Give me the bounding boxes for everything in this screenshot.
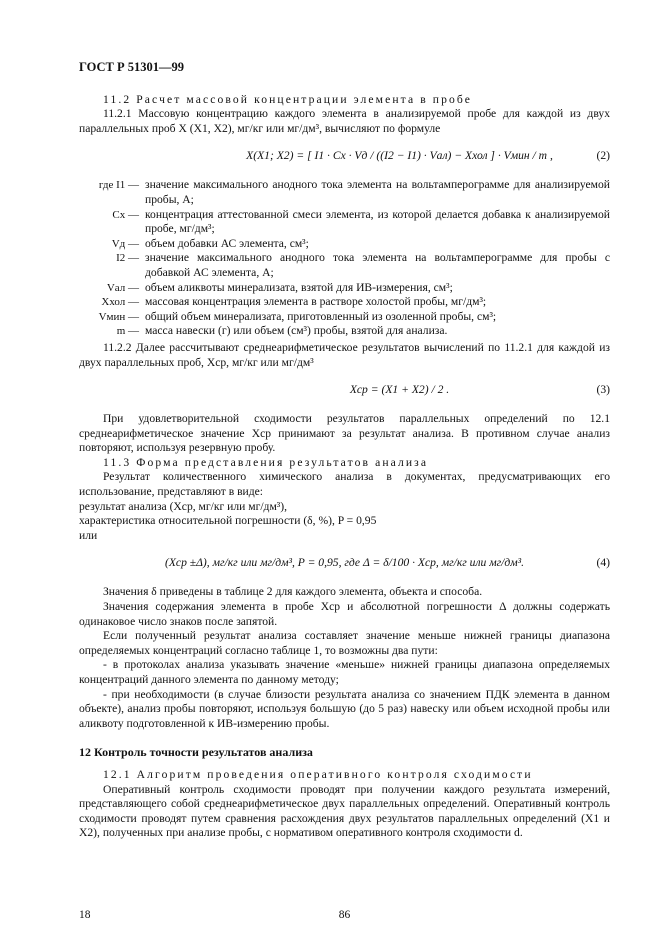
section-page-number: 18 xyxy=(79,909,91,921)
definition-text: значение максимального анодного тока элемента на вольтамперограмме для анализируемой пробы, А; xyxy=(145,178,610,206)
formula-4-text: (Xср ±Δ), мг/кг или мг/дм³, P = 0,95, где Δ = δ/100 · Xср, мг/кг или мг/дм³. xyxy=(164,556,525,570)
document-header: ГОСТ Р 51301—99 xyxy=(79,60,185,74)
bullet-item: - в протоколах анализа указывать значение «меньше» нижней границы диапазона определяемых концентраций данного элемента по данному методу; xyxy=(79,658,610,686)
definition-text: общий объем минерализата, приготовленный из озоленной пробы, см³; xyxy=(145,309,497,323)
paragraph-delta-values: Значения δ приведены в таблице 2 для каждого элемента, объекта и способа. xyxy=(103,585,483,599)
formula-4 xyxy=(79,546,610,582)
section-11-2-title: 11.2 Расчет массовой концентрации элемента в пробе xyxy=(103,92,472,106)
definition-item xyxy=(79,251,610,280)
formula-2-number: (2) xyxy=(596,149,610,163)
section-11-3-title: 11.3 Форма представления результатов анализа xyxy=(103,455,429,469)
definition-text: концентрация аттестованной смеси элемента, из которой делается добавка к анализируемой пробе, мг/дм³; xyxy=(145,207,610,236)
definitions-list xyxy=(79,178,610,339)
definition-symbol: m — xyxy=(116,325,139,338)
definition-item xyxy=(79,178,610,207)
definition-item xyxy=(79,310,610,325)
paragraph-convergence: При удовлетворительной сходимости результатов параллельных определений по 12.1 среднеарифметическое значение Xср принимают за результат анализа. В противном случае анализ повторяют, используя резервную пробу. xyxy=(79,412,610,455)
definition-item xyxy=(79,295,610,310)
section-12-1-title: 12.1 Алгоритм проведения оперативного контроля сходимости xyxy=(103,767,533,781)
definition-symbol: I2 — xyxy=(116,252,139,265)
formula-3 xyxy=(79,373,610,409)
formula-2-text: X(X1; X2) = [ I1 · Cx · Vд / ((I2 − I1) · Vал) − Xхол ] · Vмин / m , xyxy=(246,149,553,163)
definition-item xyxy=(79,237,610,252)
definition-text: масса навески (г) или объем (см³) пробы, взятой для анализа. xyxy=(145,324,448,338)
paragraph-lower-bound: Если полученный результат анализа составляет значение меньше нижней границы диапазона определяемых концентраций согласно таблице 1, то возможны два пути: xyxy=(79,629,610,657)
definition-symbol: Vмин — xyxy=(98,310,139,323)
definition-symbol: Xхол — xyxy=(101,296,139,309)
paragraph-12-1: Оперативный контроль сходимости проводят при получении каждого результата измерений, представляющего собой среднеарифметическое двух параллельных определений. Оперативный контроль сходимости проводят путем сравнения расхождения двух результатов параллельных определений (X1 и X2), полученных при анализе пробы, с нормативом оперативного контроля сходимости d. xyxy=(79,782,610,840)
formula-3-text: Xср = (X1 + X2) / 2 . xyxy=(349,383,450,397)
definition-symbol: Vал — xyxy=(106,281,139,294)
section-12-heading: 12 Контроль точности результатов анализа xyxy=(79,745,313,760)
definition-text: значение максимального анодного тока элемента на вольтамперограмме для пробы с добавкой АС элемента, А; xyxy=(145,251,610,279)
definition-item xyxy=(79,208,610,237)
definition-symbol: Vд — xyxy=(111,237,139,250)
definition-text: объем аликвоты минерализата, взятой для ИВ-измерения, см³; xyxy=(145,280,453,294)
error-line: характеристика относительной погрешности (δ, %), P = 0,95 xyxy=(79,514,377,528)
definition-symbol: где I1 — xyxy=(98,179,139,192)
definition-text: объем добавки АС элемента, см³; xyxy=(145,236,309,250)
formula-2 xyxy=(79,139,610,175)
definition-text: массовая концентрация элемента в растворе холостой пробы, мг/дм³; xyxy=(145,295,487,309)
definition-item xyxy=(79,281,610,296)
definition-item xyxy=(79,324,610,339)
paragraph-digits: Значения содержания элемента в пробе Xср и абсолютной погрешности Δ должны содержать одинаковое число знаков после запятой. xyxy=(79,600,610,628)
definition-symbol: Cх — xyxy=(112,208,139,221)
paragraph-11-3-intro: Результат количественного химического анализа в документах, предусматривающих его использование, представляют в виде: xyxy=(79,470,610,499)
paragraph-11-2-1: 11.2.1 Массовую концентрацию каждого элемента в анализируемой пробе для каждой из двух параллельных проб X (X1, X2), мг/кг или мг/дм³, вычисляют по формуле xyxy=(79,107,610,135)
bullet-item: - при необходимости (в случае близости результата анализа со значением ПДК элемента в данном объекте), анализ пробы повторяют, используя большую (до 5 раз) навеску или объем исходной пробы или аликвоту подготовленной к ИВ-измерению пробы. xyxy=(79,687,610,730)
formula-3-number: (3) xyxy=(596,383,610,397)
result-line: результат анализа (Xср, мг/кг или мг/дм³), xyxy=(79,499,288,513)
or-line: или xyxy=(79,528,98,542)
paragraph-11-2-2: 11.2.2 Далее рассчитывают среднеарифметическое результатов вычислений по 11.2.1 для каждой из двух параллельных проб, Xср, мг/кг или мг/дм³ xyxy=(79,340,610,369)
formula-4-number: (4) xyxy=(596,556,610,570)
page-number: 86 xyxy=(338,909,351,921)
